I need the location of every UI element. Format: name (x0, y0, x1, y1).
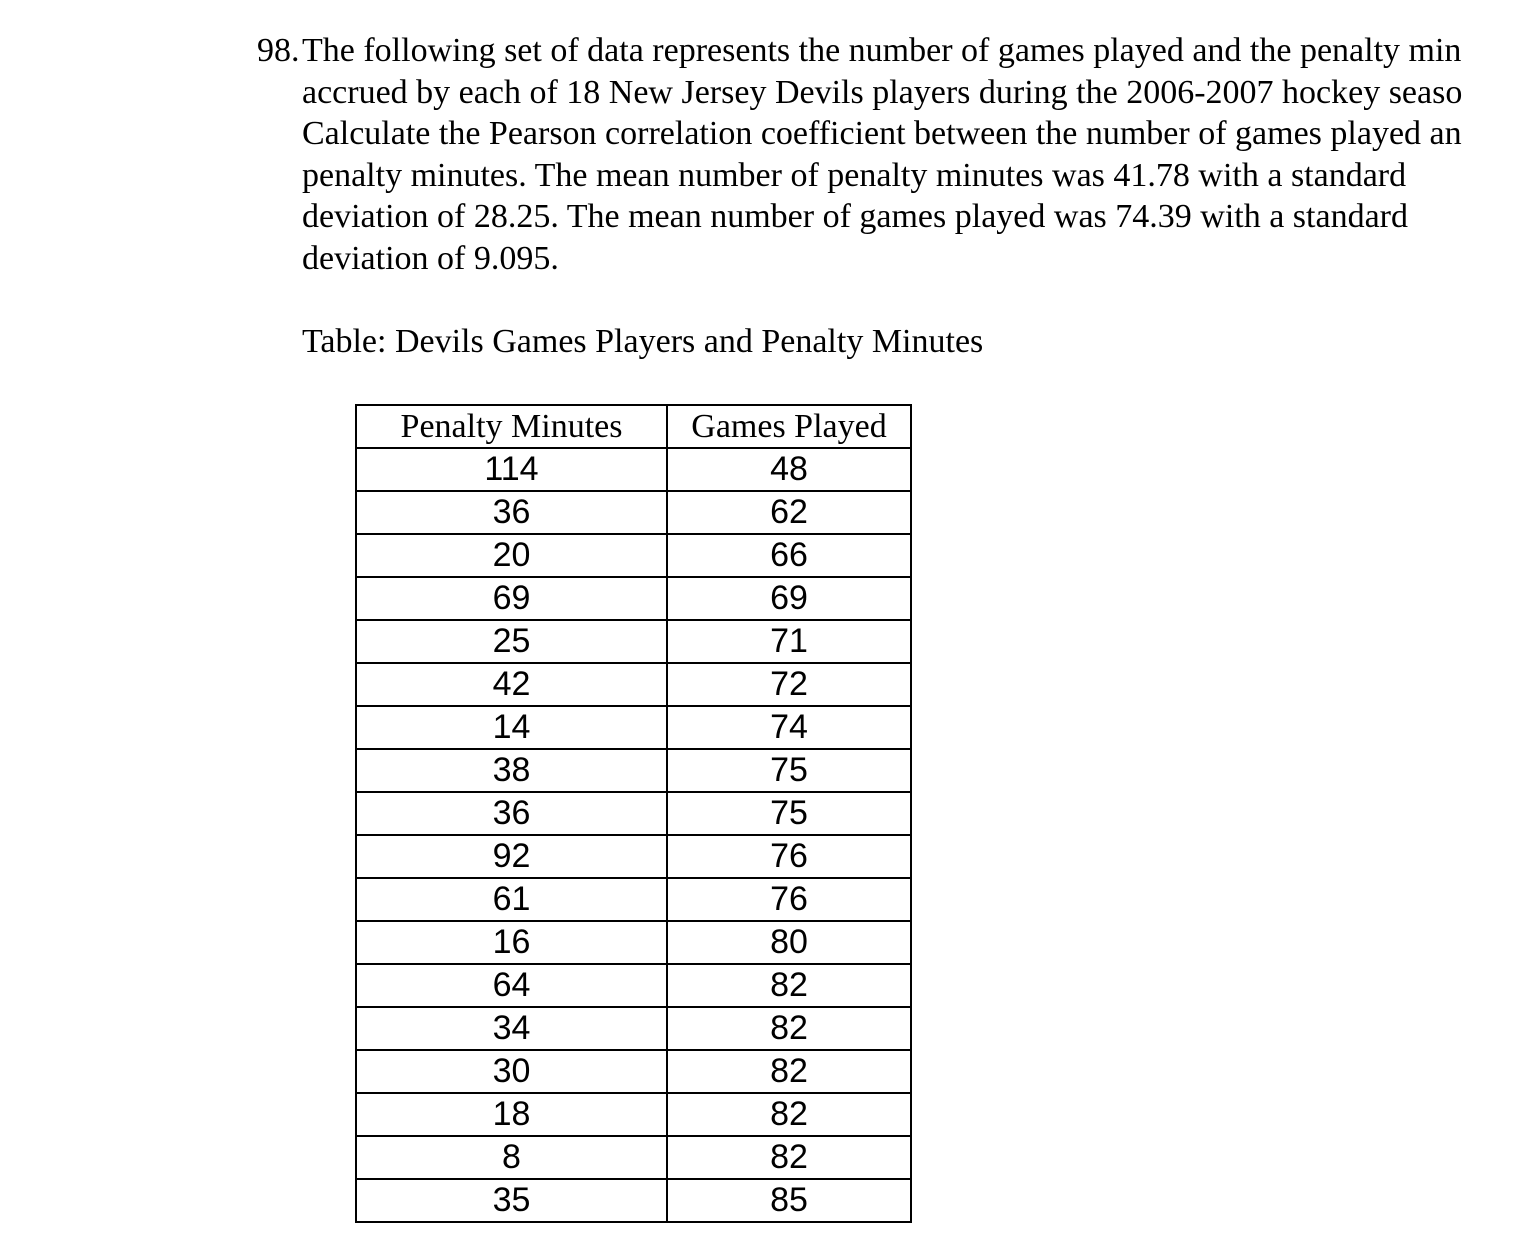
penalty-minutes-cell: 16 (356, 921, 667, 964)
table-caption: Table: Devils Games Players and Penalty Minutes (302, 323, 984, 360)
penalty-minutes-cell: 14 (356, 706, 667, 749)
penalty-minutes-cell: 18 (356, 1093, 667, 1136)
problem-number: 98. (257, 32, 300, 69)
table-row (356, 792, 911, 835)
games-played-cell: 82 (667, 1093, 911, 1136)
table-row (356, 706, 911, 749)
table-row (356, 1093, 911, 1136)
table-row (356, 663, 911, 706)
penalty-minutes-cell: 69 (356, 577, 667, 620)
penalty-minutes-cell: 114 (356, 448, 667, 491)
penalty-minutes-cell: 25 (356, 620, 667, 663)
problem-line: The following set of data represents the number of games played and the penalty min (302, 32, 1462, 69)
header-penalty-minutes: Penalty Minutes (356, 405, 667, 448)
penalty-minutes-cell: 30 (356, 1050, 667, 1093)
games-played-cell: 82 (667, 1050, 911, 1093)
games-played-cell: 62 (667, 491, 911, 534)
games-played-cell: 76 (667, 835, 911, 878)
games-played-cell: 48 (667, 448, 911, 491)
table-row (356, 491, 911, 534)
problem-line: accrued by each of 18 New Jersey Devils players during the 2006-2007 hockey seaso (302, 73, 1463, 111)
table-header-row (356, 405, 911, 448)
table-row (356, 878, 911, 921)
games-played-cell: 80 (667, 921, 911, 964)
penalty-minutes-cell: 42 (356, 663, 667, 706)
penalty-minutes-cell: 34 (356, 1007, 667, 1050)
penalty-minutes-cell: 92 (356, 835, 667, 878)
games-played-cell: 71 (667, 620, 911, 663)
table-row (356, 1050, 911, 1093)
table-row (356, 1136, 911, 1179)
table-row (356, 534, 911, 577)
table-row (356, 921, 911, 964)
table-row (356, 577, 911, 620)
table-row (356, 448, 911, 491)
games-played-cell: 69 (667, 577, 911, 620)
penalty-minutes-cell: 61 (356, 878, 667, 921)
penalty-minutes-cell: 38 (356, 749, 667, 792)
games-played-cell: 66 (667, 534, 911, 577)
games-played-cell: 82 (667, 1136, 911, 1179)
penalty-minutes-cell: 8 (356, 1136, 667, 1179)
games-played-cell: 72 (667, 663, 911, 706)
header-games-played: Games Played (667, 405, 911, 448)
problem-line: deviation of 9.095. (302, 239, 559, 277)
games-played-cell: 85 (667, 1179, 911, 1222)
penalty-minutes-cell: 64 (356, 964, 667, 1007)
penalty-minutes-cell: 35 (356, 1179, 667, 1222)
penalty-minutes-cell: 36 (356, 792, 667, 835)
games-played-cell: 82 (667, 964, 911, 1007)
problem-line: penalty minutes. The mean number of penalty minutes was 41.78 with a standard (302, 156, 1407, 194)
games-played-cell: 74 (667, 706, 911, 749)
data-table (355, 404, 912, 1223)
games-played-cell: 75 (667, 792, 911, 835)
table-row (356, 749, 911, 792)
table-row (356, 1179, 911, 1222)
penalty-minutes-cell: 36 (356, 491, 667, 534)
games-played-cell: 76 (667, 878, 911, 921)
games-played-cell: 75 (667, 749, 911, 792)
table-row (356, 964, 911, 1007)
penalty-minutes-cell: 20 (356, 534, 667, 577)
table-row (356, 620, 911, 663)
table-row (356, 1007, 911, 1050)
problem-text (302, 30, 1462, 280)
problem-line: deviation of 28.25. The mean number of games played was 74.39 with a standard (302, 198, 1408, 236)
table-row (356, 835, 911, 878)
problem-line: Calculate the Pearson correlation coefficient between the number of games played an (302, 115, 1462, 153)
games-played-cell: 82 (667, 1007, 911, 1050)
